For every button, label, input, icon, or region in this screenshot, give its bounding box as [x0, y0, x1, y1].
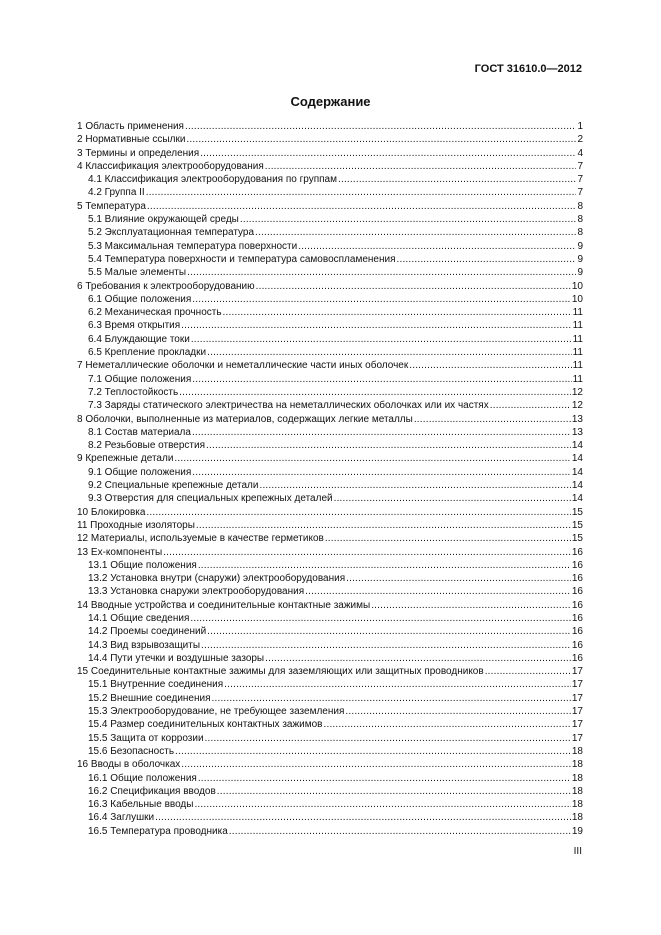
toc-entry-page: 16	[571, 586, 583, 598]
toc-leader-dots	[240, 213, 577, 226]
toc-entry[interactable]	[77, 280, 583, 293]
toc-leader-dots	[207, 346, 572, 359]
toc-entry-page: 17	[571, 679, 583, 691]
toc-entry[interactable]	[77, 625, 583, 638]
toc-leader-dots	[371, 599, 571, 612]
toc-entry-label: 8.2 Резьбовые отверстия	[88, 440, 206, 452]
toc-entry-page: 18	[571, 759, 583, 771]
toc-entry-label: 6.1 Общие положения	[88, 293, 192, 305]
toc-entry-page: 17	[571, 706, 583, 718]
toc-leader-dots	[198, 772, 571, 785]
toc-leader-dots	[186, 133, 576, 146]
toc-entry-page: 4	[577, 147, 583, 159]
toc-leader-dots	[223, 306, 572, 319]
toc-entry[interactable]	[77, 399, 583, 412]
toc-entry[interactable]	[77, 319, 583, 332]
toc-leader-dots	[397, 253, 577, 266]
toc-leader-dots	[181, 758, 571, 771]
toc-entry-label: 7.2 Теплостойкость	[88, 386, 179, 398]
toc-entry[interactable]	[77, 705, 583, 718]
toc-leader-dots	[163, 546, 571, 559]
toc-entry[interactable]	[77, 293, 583, 306]
toc-entry[interactable]	[77, 745, 583, 758]
toc-leader-dots	[190, 612, 571, 625]
toc-entry-label: 15.6 Безопасность	[88, 745, 175, 757]
toc-entry-label: 15.5 Защита от коррозии	[88, 732, 204, 744]
toc-entry-label: 14.4 Пути утечки и воздушные зазоры	[88, 652, 265, 664]
toc-entry[interactable]	[77, 386, 583, 399]
toc-entry-page: 17	[571, 666, 583, 678]
toc-entry-label: 1 Область применения	[77, 121, 184, 132]
toc-entry-label: 6.2 Механическая прочность	[88, 307, 222, 319]
toc-entry-label: 5.1 Влияние окружающей среды	[88, 214, 239, 226]
toc-leader-dots	[194, 798, 570, 811]
toc-entry-page: 13	[571, 413, 583, 425]
toc-entry-page: 16	[571, 546, 583, 558]
toc-leader-dots	[146, 186, 577, 199]
toc-entry[interactable]	[77, 798, 583, 811]
toc-entry-label: 6.3 Время открытия	[88, 320, 181, 332]
toc-entry-label: 16.1 Общие положения	[88, 772, 197, 784]
toc-entry-label: 4.2 Группа II	[88, 187, 145, 199]
toc-entry[interactable]	[77, 492, 583, 505]
toc-entry-label: 13 Ex-компоненты	[77, 546, 163, 558]
toc-entry-page: 18	[571, 772, 583, 784]
toc-entry[interactable]	[77, 599, 583, 612]
toc-entry[interactable]	[77, 253, 583, 266]
toc-entry-label: 15 Соединительные контактные зажимы для заземляющих или защитных проводников	[77, 666, 484, 678]
toc-entry-page: 17	[571, 692, 583, 704]
toc-entry-label: 16.5 Температура проводника	[88, 825, 228, 837]
toc-entry[interactable]	[77, 639, 583, 652]
toc-leader-dots	[198, 559, 571, 572]
toc-entry[interactable]	[77, 213, 583, 226]
document-code: ГОСТ 31610.0—2012	[474, 63, 582, 75]
toc-entry-page: 13	[571, 426, 583, 438]
toc-entry-page: 17	[571, 719, 583, 731]
toc-entry-label: 14 Вводные устройства и соединительные контактные зажимы	[77, 599, 371, 611]
toc-entry-page: 15	[571, 533, 583, 545]
toc-leader-dots	[181, 319, 571, 332]
toc-entry-page: 15	[571, 506, 583, 518]
toc-leader-dots	[206, 439, 571, 452]
toc-entry-page: 11	[572, 307, 583, 319]
toc-leader-dots	[187, 266, 576, 279]
toc-entry-page: 14	[571, 466, 583, 478]
toc-entry-page: 8	[577, 214, 583, 226]
toc-leader-dots	[196, 519, 571, 532]
toc-leader-dots	[485, 665, 571, 678]
toc-entry-label: 5.3 Максимальная температура поверхности	[88, 240, 298, 252]
page-title: Содержание	[290, 94, 371, 109]
toc-entry[interactable]	[77, 439, 583, 452]
toc-entry-label: 10 Блокировка	[77, 506, 146, 518]
toc-entry-page: 16	[571, 612, 583, 624]
toc-entry-page: 9	[577, 240, 583, 252]
toc-entry[interactable]	[77, 133, 583, 146]
toc-leader-dots	[207, 625, 571, 638]
toc-entry[interactable]	[77, 506, 583, 519]
toc-entry-label: 15.4 Размер соединительных контактных зажимов	[88, 719, 323, 731]
toc-entry-label: 11 Проходные изоляторы	[77, 519, 195, 531]
toc-entry[interactable]	[77, 373, 583, 386]
toc-entry-label: 5.2 Эксплуатационная температура	[88, 227, 255, 239]
toc-leader-dots	[345, 705, 570, 718]
toc-entry-label: 15.3 Электрооборудование, не требующее заземления	[88, 706, 345, 718]
toc-leader-dots	[338, 173, 576, 186]
toc-entry-label: 7.1 Общие положения	[88, 373, 192, 385]
toc-entry-page: 15	[571, 519, 583, 531]
toc-entry-page: 7	[577, 187, 583, 199]
toc-entry[interactable]	[77, 479, 583, 492]
toc-entry-page: 18	[571, 799, 583, 811]
toc-entry-label: 14.1 Общие сведения	[88, 612, 190, 624]
toc-entry[interactable]	[77, 772, 583, 785]
toc-entry-label: 14.2 Проемы соединений	[88, 626, 207, 638]
toc-entry-label: 16.3 Кабельные вводы	[88, 799, 194, 811]
toc-entry[interactable]	[77, 333, 583, 346]
toc-entry[interactable]	[77, 758, 583, 771]
toc-leader-dots	[255, 226, 576, 239]
toc-entry[interactable]	[77, 240, 583, 253]
toc-entry[interactable]	[77, 532, 583, 545]
toc-entry-page: 14	[571, 440, 583, 452]
toc-entry[interactable]	[77, 652, 583, 665]
toc-entry[interactable]	[77, 359, 583, 372]
toc-entry[interactable]	[77, 160, 583, 173]
toc-entry[interactable]	[77, 413, 583, 426]
toc-entry-page: 14	[571, 480, 583, 492]
toc-entry-page: 8	[577, 227, 583, 239]
toc-entry[interactable]	[77, 785, 583, 798]
toc-entry-page: 16	[571, 639, 583, 651]
toc-leader-dots	[192, 293, 571, 306]
toc-entry[interactable]	[77, 811, 583, 824]
toc-entry-label: 15.1 Внутренние соединения	[88, 679, 224, 691]
toc-leader-dots	[414, 413, 571, 426]
toc-entry-label: 9.2 Специальные крепежные детали	[88, 480, 259, 492]
toc-leader-dots	[174, 452, 570, 465]
toc-entry-page: 1	[577, 121, 583, 132]
toc-entry-label: 4.1 Классификация электрооборудования по группам	[88, 174, 337, 186]
toc-leader-dots	[298, 240, 576, 253]
toc-entry-page: 7	[577, 174, 583, 186]
toc-entry-label: 6.4 Блуждающие токи	[88, 333, 190, 345]
toc-entry-page: 11	[572, 373, 583, 385]
toc-leader-dots	[334, 492, 571, 505]
toc-entry-page: 12	[571, 386, 583, 398]
toc-entry-page: 14	[571, 493, 583, 505]
toc-entry-label: 13.2 Установка внутри (снаружи) электрооборудования	[88, 573, 346, 585]
toc-entry-page: 16	[571, 559, 583, 571]
toc-leader-dots	[325, 532, 571, 545]
toc-leader-dots	[324, 718, 571, 731]
toc-leader-dots	[265, 160, 577, 173]
toc-entry-page: 8	[577, 200, 583, 212]
toc-entry-page: 16	[571, 626, 583, 638]
toc-entry[interactable]	[77, 120, 583, 133]
toc-leader-dots	[201, 639, 571, 652]
toc-entry[interactable]	[77, 173, 583, 186]
toc-entry[interactable]	[77, 147, 583, 160]
toc-entry[interactable]	[77, 266, 583, 279]
toc-entry[interactable]	[77, 346, 583, 359]
toc-entry-page: 18	[571, 785, 583, 797]
toc-entry-page: 18	[571, 812, 583, 824]
toc-leader-dots	[191, 333, 572, 346]
toc-entry-label: 6.5 Крепление прокладки	[88, 347, 207, 359]
toc-entry[interactable]	[77, 665, 583, 678]
toc-entry-page: 16	[571, 573, 583, 585]
toc-entry-label: 16.4 Заглушки	[88, 812, 155, 824]
toc-leader-dots	[256, 280, 571, 293]
toc-entry-page: 11	[572, 320, 583, 332]
toc-leader-dots	[346, 572, 571, 585]
toc-leader-dots	[229, 825, 571, 838]
toc-leader-dots	[192, 466, 571, 479]
toc-entry-label: 8.1 Состав материала	[88, 426, 191, 438]
toc-entry-label: 9 Крепежные детали	[77, 453, 174, 465]
toc-entry[interactable]	[77, 732, 583, 745]
toc-entry-label: 5.4 Температура поверхности и температура самовоспламенения	[88, 253, 396, 265]
toc-entry[interactable]	[77, 452, 583, 465]
toc-leader-dots	[155, 811, 571, 824]
toc-entry-page: 16	[571, 652, 583, 664]
toc-leader-dots	[224, 678, 571, 691]
toc-entry-page: 11	[572, 333, 583, 345]
toc-entry-label: 16.2 Спецификация вводов	[88, 785, 216, 797]
toc-entry[interactable]	[77, 678, 583, 691]
toc-entry[interactable]	[77, 426, 583, 439]
toc-entry-page: 16	[571, 599, 583, 611]
toc-entry[interactable]	[77, 825, 583, 838]
toc-entry-label: 5.5 Малые элементы	[88, 267, 187, 279]
toc-entry[interactable]	[77, 186, 583, 199]
toc-entry-page: 17	[571, 732, 583, 744]
toc-leader-dots	[185, 120, 576, 133]
toc-entry-page: 9	[577, 267, 583, 279]
toc-entry[interactable]	[77, 226, 583, 239]
toc-entry-label: 14.3 Вид взрывозащиты	[88, 639, 201, 651]
toc-entry[interactable]	[77, 612, 583, 625]
page-number: III	[573, 846, 582, 857]
toc-leader-dots	[200, 147, 576, 160]
toc-leader-dots	[175, 745, 571, 758]
toc-leader-dots	[147, 200, 577, 213]
toc-entry-label: 9.1 Общие положения	[88, 466, 192, 478]
toc-entry-label: 8 Оболочки, выполненные из материалов, содержащих легкие металлы	[77, 413, 413, 425]
toc-entry-page: 12	[571, 400, 583, 412]
toc-leader-dots	[409, 359, 571, 372]
toc-entry-label: 12 Материалы, используемые в качестве герметиков	[77, 533, 324, 545]
toc-leader-dots	[192, 373, 571, 386]
toc-entry[interactable]	[77, 559, 583, 572]
toc-entry-label: 4 Классификация электрооборудования	[77, 160, 264, 172]
toc-entry-page: 18	[571, 745, 583, 757]
toc-entry-page: 9	[577, 253, 583, 265]
toc-entry-page: 11	[572, 360, 583, 372]
toc-entry[interactable]	[77, 200, 583, 213]
toc-entry-page: 14	[571, 453, 583, 465]
toc-leader-dots	[205, 732, 571, 745]
toc-entry-page: 10	[571, 280, 583, 292]
toc-entry-label: 13.3 Установка снаружи электрооборудования	[88, 586, 305, 598]
toc-leader-dots	[146, 506, 570, 519]
toc-entry[interactable]	[77, 546, 583, 559]
toc-entry[interactable]	[77, 692, 583, 705]
toc-leader-dots	[212, 692, 571, 705]
toc-entry[interactable]	[77, 585, 583, 598]
toc-entry-label: 7 Неметаллические оболочки и неметаллические части иных оболочек	[77, 360, 409, 372]
toc-entry-label: 2 Нормативные ссылки	[77, 134, 186, 146]
toc-entry-label: 9.3 Отверстия для специальных крепежных деталей	[88, 493, 333, 505]
toc-leader-dots	[259, 479, 570, 492]
toc-leader-dots	[217, 785, 571, 798]
toc-leader-dots	[265, 652, 571, 665]
toc-entry-label: 15.2 Внешние соединения	[88, 692, 211, 704]
toc-entry-label: 6 Требования к электрооборудованию	[77, 280, 255, 292]
toc-leader-dots	[305, 585, 571, 598]
toc-entry[interactable]	[77, 519, 583, 532]
toc-entry[interactable]	[77, 572, 583, 585]
toc-entry-label: 3 Термины и определения	[77, 147, 200, 159]
toc-entry[interactable]	[77, 718, 583, 731]
toc-entry-label: 5 Температура	[77, 200, 146, 212]
toc-leader-dots	[179, 386, 571, 399]
toc-entry-page: 2	[577, 134, 583, 146]
toc-leader-dots	[490, 399, 571, 412]
toc-entry-label: 16 Вводы в оболочках	[77, 759, 181, 771]
toc-entry[interactable]	[77, 306, 583, 319]
toc-entry-page: 11	[572, 347, 583, 359]
toc-entry-label: 7.3 Заряды статического электричества на неметаллических оболочках или их частях	[88, 400, 489, 412]
table-of-contents	[77, 120, 583, 838]
toc-entry-label: 13.1 Общие положения	[88, 559, 197, 571]
toc-entry-page: 19	[571, 825, 583, 837]
toc-entry-page: 10	[571, 293, 583, 305]
toc-entry[interactable]	[77, 466, 583, 479]
toc-leader-dots	[192, 426, 571, 439]
toc-entry-page: 7	[577, 160, 583, 172]
